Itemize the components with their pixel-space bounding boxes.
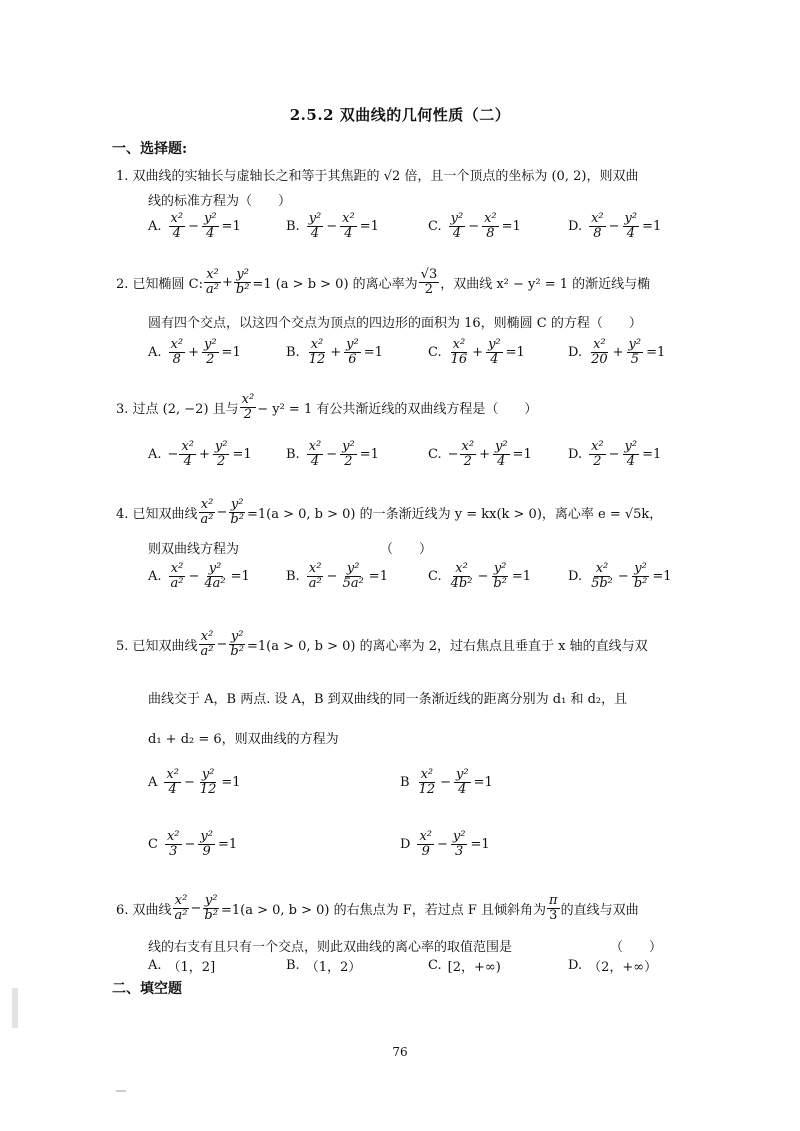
option-rhs: =1: [221, 219, 241, 235]
option-operator: −: [184, 837, 196, 853]
option-rhs: =1: [512, 447, 532, 463]
option-operator: −: [326, 447, 338, 463]
option-text: （1，2）: [305, 960, 362, 975]
option-operator: −: [617, 569, 629, 585]
option-label: B: [400, 775, 410, 791]
option-label: D: [400, 837, 411, 853]
option-label: D.: [568, 958, 583, 973]
option-rhs: =1: [221, 345, 241, 361]
option-operator: +: [198, 447, 210, 463]
option-fraction: $\frac{\text{y²}}{\text{5a²}}$: [342, 561, 364, 592]
option-label: B.: [286, 219, 300, 235]
q5-option-c[interactable]: [148, 830, 239, 860]
option-fraction: $\frac{\text{x²}}{12}$: [308, 337, 326, 368]
q6-option-a[interactable]: [148, 956, 215, 975]
option-fraction: $\frac{\text{x²}}{2}$: [591, 439, 604, 470]
q4-tail: =1(a > 0, b > 0) 的一条渐近线为 y = kx(k > 0)，离心率 e = √5k，: [246, 507, 663, 523]
option-label: C.: [428, 447, 442, 463]
option-operator: +: [612, 345, 624, 361]
q4-option-a[interactable]: [148, 562, 252, 592]
q3-option-d[interactable]: [568, 440, 663, 470]
option-fraction: $\frac{\text{y²}}{4}$: [308, 211, 322, 242]
option-operator: −: [326, 219, 338, 235]
option-rhs: =1: [501, 219, 521, 235]
q1-line2: 线的标准方程为（ ）: [148, 194, 292, 209]
option-rhs: =1: [230, 569, 250, 585]
option-label: C.: [428, 345, 442, 361]
option-rhs: =1: [511, 569, 532, 585]
option-fraction: $\frac{\text{y²}}{5}$: [628, 337, 642, 368]
option-label: D.: [568, 345, 583, 361]
option-operator: −: [440, 775, 452, 791]
q5-option-a[interactable]: [148, 768, 243, 798]
q6-term1: $\frac{\text{x²}}{\text{a²}}$: [174, 893, 188, 924]
option-rhs: =1: [473, 775, 493, 791]
option-rhs: =1: [217, 837, 238, 853]
q2-line1: [116, 268, 650, 298]
q5-option-b[interactable]: [400, 768, 495, 798]
option-rhs: =1: [642, 447, 662, 463]
option-sign: −: [447, 447, 459, 463]
option-fraction: $\frac{\text{x²}}{20}$: [591, 337, 608, 368]
option-operator: −: [608, 219, 620, 235]
q6-answer-paren: （ ）: [610, 940, 663, 955]
section-heading-fill: 二、填空题: [112, 981, 182, 997]
q2-tail: ，双曲线 x² − y² = 1 的渐近线与椭: [440, 277, 651, 293]
option-text: （1，2]: [167, 960, 216, 975]
q2-eccentricity: $\frac{√3}{2}$: [420, 267, 438, 298]
option-operator: −: [183, 775, 195, 791]
option-label: A: [148, 775, 158, 791]
q6-term2: $\frac{\text{y²}}{\text{b²}}$: [204, 893, 218, 924]
option-fraction: $\frac{\text{y²}}{4}$: [456, 767, 469, 798]
section-heading-choice: 一、选择题:: [112, 141, 188, 157]
q4-term1: $\frac{\text{x²}}{\text{a²}}$: [200, 497, 214, 528]
option-fraction: $\frac{\text{x²}}{4}$: [181, 439, 194, 470]
q2-option-a[interactable]: [148, 338, 243, 368]
option-fraction: $\frac{\text{y²}}{4}$: [494, 439, 508, 470]
q5-term2: $\frac{\text{y²}}{\text{b²}}$: [230, 629, 244, 660]
q3-prefix: 3. 过点 (2, −2) 且与: [116, 402, 239, 418]
option-operator: −: [608, 447, 620, 463]
q4-line1: [116, 498, 662, 528]
q4-line2: 则双曲线方程为: [148, 542, 240, 557]
option-rhs: =1: [505, 345, 525, 361]
scan-artifact: [116, 1090, 126, 1092]
q2-op: +: [221, 275, 233, 291]
option-fraction: $\frac{\text{x²}}{8}$: [484, 211, 497, 242]
option-rhs: =1: [359, 447, 379, 463]
q2-prefix: 2. 已知椭圆 C:: [116, 277, 203, 293]
option-fraction: $\frac{\text{y²}}{4}$: [624, 439, 638, 470]
q2-option-d[interactable]: [568, 338, 667, 368]
option-fraction: $\frac{\text{x²}}{16}$: [450, 337, 468, 368]
q6-angle: $\frac{\pi}{3}$: [549, 893, 558, 924]
q6-tail: 的直线与双曲: [560, 903, 639, 919]
option-fraction: $\frac{\text{y²}}{\text{b²}}$: [493, 561, 507, 592]
option-label: D.: [568, 569, 583, 585]
q6-line1: [116, 894, 639, 924]
option-operator: −: [477, 569, 489, 585]
option-text: （2，+∞）: [588, 960, 658, 975]
option-fraction: $\frac{\text{y²}}{3}$: [452, 829, 466, 860]
option-fraction: $\frac{\text{x²}}{4}$: [342, 211, 355, 242]
option-fraction: $\frac{\text{y²}}{\text{b²}}$: [633, 561, 648, 592]
option-sign: −: [167, 447, 179, 463]
option-label: D.: [568, 219, 583, 235]
option-operator: −: [326, 569, 338, 585]
page-number: 76: [392, 1045, 408, 1059]
option-operator: +: [472, 345, 484, 361]
option-label: A.: [148, 219, 162, 235]
option-fraction: $\frac{\text{y²}}{4}$: [450, 211, 464, 242]
q5-option-d[interactable]: [400, 830, 492, 860]
option-operator: +: [188, 345, 199, 361]
option-label: A.: [148, 569, 162, 585]
option-operator: −: [468, 219, 480, 235]
q2-line2: 圆有四个交点，以这四个交点为顶点的四边形的面积为 16，则椭圆 C 的方程（ ）: [148, 316, 642, 331]
q3-term: $\frac{\text{x²}}{2}$: [241, 392, 255, 423]
option-fraction: $\frac{\text{x²}}{8}$: [591, 211, 604, 242]
q1-line1: 1. 双曲线的实轴长与虚轴长之和等于其焦距的 √2 倍，且一个顶点的坐标为 (0, 2)，则双曲: [116, 169, 639, 184]
q3-option-a[interactable]: [148, 440, 254, 470]
option-fraction: $\frac{\text{x²}}{4}$: [170, 211, 184, 242]
option-operator: −: [188, 219, 199, 235]
q3-tail: − y² = 1 有公共渐近线的双曲线方程是（ ）: [257, 402, 538, 418]
q5-line1: [116, 630, 648, 660]
option-rhs: =1: [221, 775, 241, 791]
option-fraction: $\frac{\text{y²}}{6}$: [346, 337, 359, 368]
option-fraction: $\frac{\text{y²}}{4}$: [203, 211, 217, 242]
q3-line1: [116, 393, 537, 423]
option-fraction: $\frac{\text{y²}}{\text{4a²}}$: [204, 561, 226, 592]
option-operator: +: [330, 345, 342, 361]
q4-op: −: [216, 505, 228, 521]
option-label: A.: [148, 447, 162, 463]
q4-term2: $\frac{\text{y²}}{\text{b²}}$: [230, 497, 244, 528]
option-operator: −: [188, 569, 200, 585]
option-fraction: $\frac{\text{y²}}{2}$: [214, 439, 228, 470]
q4-option-c[interactable]: [428, 562, 533, 592]
option-fraction: $\frac{\text{x²}}{3}$: [166, 829, 180, 860]
q6-prefix: 6. 双曲线: [116, 903, 172, 919]
option-rhs: =1: [470, 837, 490, 853]
option-operator: +: [479, 447, 490, 463]
q6-option-d[interactable]: [568, 956, 657, 975]
q2-ellipse-term1: $\frac{\text{x²}}{\text{a²}}$: [206, 267, 219, 298]
option-label: C.: [428, 958, 442, 973]
option-label: A.: [148, 958, 162, 973]
q1-option-d[interactable]: [568, 212, 663, 242]
option-label: B.: [286, 958, 300, 973]
page-title: 2.5.2 双曲线的几何性质（二）: [289, 106, 511, 124]
option-fraction: $\frac{\text{y²}}{12}$: [199, 767, 217, 798]
q6-option-b[interactable]: [286, 956, 361, 975]
q5-term1: $\frac{\text{x²}}{\text{a²}}$: [200, 629, 214, 660]
option-fraction: $\frac{\text{x²}}{8}$: [170, 337, 184, 368]
option-fraction: $\frac{\text{x²}}{2}$: [461, 439, 475, 470]
q1-option-b[interactable]: [286, 212, 381, 242]
option-label: B.: [286, 345, 300, 361]
option-label: B.: [286, 569, 300, 585]
q5-tail: =1(a > 0, b > 0) 的离心率为 2，过右焦点且垂直于 x 轴的直线与双: [246, 639, 648, 655]
q4-answer-paren: （ ）: [380, 542, 433, 557]
q6-option-c[interactable]: [428, 956, 501, 975]
option-label: A.: [148, 345, 162, 361]
q2-ellipse-term2: $\frac{\text{y²}}{\text{b²}}$: [235, 267, 250, 298]
q4-option-d[interactable]: [568, 562, 674, 592]
scan-artifact: [12, 988, 18, 1028]
option-fraction: $\frac{\text{y²}}{4}$: [624, 211, 638, 242]
option-fraction: $\frac{\text{y²}}{9}$: [200, 829, 213, 860]
q4-prefix: 4. 已知双曲线: [116, 507, 198, 523]
option-rhs: =1: [652, 569, 672, 585]
option-fraction: $\frac{\text{y²}}{2}$: [342, 439, 355, 470]
q6-op: −: [190, 901, 202, 917]
option-fraction: $\frac{\text{y²}}{2}$: [203, 337, 217, 368]
option-operator: −: [436, 837, 448, 853]
option-fraction: $\frac{\text{x²}}{\text{5b²}}$: [591, 561, 613, 592]
q2-mid: =1 (a > b > 0) 的离心率为: [252, 277, 418, 293]
q5-op: −: [216, 637, 228, 653]
q5-prefix: 5. 已知双曲线: [116, 639, 198, 655]
option-rhs: =1: [359, 219, 379, 235]
q6-mid: =1(a > 0, b > 0) 的右焦点为 F，若过点 F 且倾斜角为: [220, 903, 547, 919]
option-rhs: =1: [232, 447, 252, 463]
q5-line2: 曲线交于 A，B 两点. 设 A，B 到双曲线的同一条渐近线的距离分别为 d₁ 和 d₂，且: [148, 692, 628, 707]
q5-line3: d₁ + d₂ = 6，则双曲线的方程为: [148, 732, 339, 747]
option-rhs: =1: [646, 345, 666, 361]
q1-option-c[interactable]: [428, 212, 523, 242]
option-label: C.: [428, 219, 442, 235]
option-rhs: =1: [642, 219, 662, 235]
option-fraction: $\frac{\text{x²}}{\text{a²}}$: [170, 561, 184, 592]
option-label: B.: [286, 447, 300, 463]
q1-option-a[interactable]: [148, 212, 243, 242]
option-fraction: $\frac{\text{x²}}{\text{a²}}$: [308, 561, 322, 592]
q2-option-c[interactable]: [428, 338, 527, 368]
option-fraction: $\frac{\text{y²}}{4}$: [488, 337, 501, 368]
option-fraction: $\frac{\text{x²}}{4}$: [166, 767, 179, 798]
q3-option-c[interactable]: [428, 440, 534, 470]
option-fraction: $\frac{\text{x²}}{4}$: [308, 439, 322, 470]
option-fraction: $\frac{\text{x²}}{9}$: [419, 829, 432, 860]
option-label: C: [148, 837, 158, 853]
option-fraction: $\frac{\text{x²}}{12}$: [418, 767, 436, 798]
option-text: [2，+∞): [447, 960, 501, 975]
option-label: C.: [428, 569, 442, 585]
q6-line2: 线的右支有且只有一个交点，则此双曲线的离心率的取值范围是: [148, 940, 513, 955]
option-label: D.: [568, 447, 583, 463]
option-fraction: $\frac{\text{x²}}{\text{4b²}}$: [450, 561, 473, 592]
q4-option-b[interactable]: [286, 562, 390, 592]
q3-option-b[interactable]: [286, 440, 381, 470]
option-rhs: =1: [363, 345, 383, 361]
q2-option-b[interactable]: [286, 338, 385, 368]
option-rhs: =1: [368, 569, 388, 585]
